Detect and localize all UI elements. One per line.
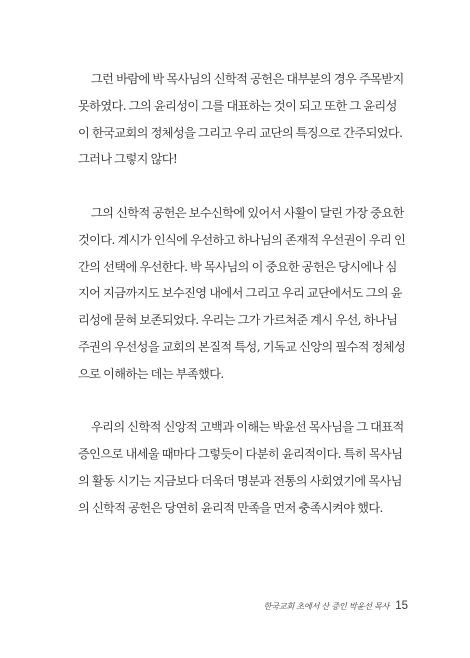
body-text bbox=[78, 66, 410, 522]
text-line: 지어 지금까지도 보수진영 내에서 그리고 우리 교단에서도 그의 윤 bbox=[78, 286, 402, 301]
text-line: 주권의 우선성을 교회의 본질적 특성, 기독교 신앙의 필수적 정체성 bbox=[78, 339, 406, 354]
running-title: 한국교회 초에서 산 증인 박윤선 목사 bbox=[263, 600, 390, 611]
paragraph-3 bbox=[78, 414, 410, 521]
text-line: 이 한국교회의 정체성을 그리고 우리 교단의 특징으로 간주되었다. bbox=[78, 125, 403, 140]
paragraph-1 bbox=[78, 66, 410, 173]
text-line: 리성에 묻혀 보존되었다. 우리는 그가 가르쳐준 계시 우선, 하나님 bbox=[78, 313, 398, 328]
page-footer bbox=[264, 596, 408, 616]
text-line: 그런 바람에 박 목사님의 신학적 공헌은 대부분의 경우 주목받지 bbox=[91, 72, 404, 86]
paragraph-2 bbox=[78, 200, 410, 388]
text-line: 의 신학적 공헌은 당연히 윤리적 만족을 먼저 충족시켜야 했다. bbox=[78, 500, 383, 515]
text-line: 으로 이해하는 데는 부족했다. bbox=[78, 366, 224, 381]
text-line: 그의 신학적 공헌은 보수신학에 있어서 사활이 달린 가장 중요한 bbox=[91, 205, 404, 220]
text-line: 간의 선택에 우선한다. 박 목사님의 이 중요한 공헌은 당시에나 심 bbox=[78, 259, 397, 274]
paragraph-spacer bbox=[78, 388, 410, 415]
text-line: 우리의 신학적 신앙적 고백과 이해는 박윤선 목사님을 그 대표적 bbox=[91, 420, 404, 435]
text-line: 증인으로 내세울 때마다 그렇듯이 다분히 윤리적이다. 특히 목사님 bbox=[78, 447, 403, 462]
text-line: 것이다. 계시가 인식에 우선하고 하나님의 존재적 우선권이 우리 인 bbox=[78, 232, 406, 247]
page-number: 15 bbox=[395, 600, 408, 612]
paragraph-spacer bbox=[78, 173, 410, 200]
text-line: 그러나 그렇지 않다! bbox=[78, 152, 178, 167]
text-line: 못하였다. 그의 윤리성이 그를 대표하는 것이 되고 또한 그 윤리성 bbox=[78, 98, 397, 113]
text-line: 의 활동 시기는 지금보다 더욱더 명분과 전통의 사회였기에 목사님 bbox=[78, 473, 402, 488]
